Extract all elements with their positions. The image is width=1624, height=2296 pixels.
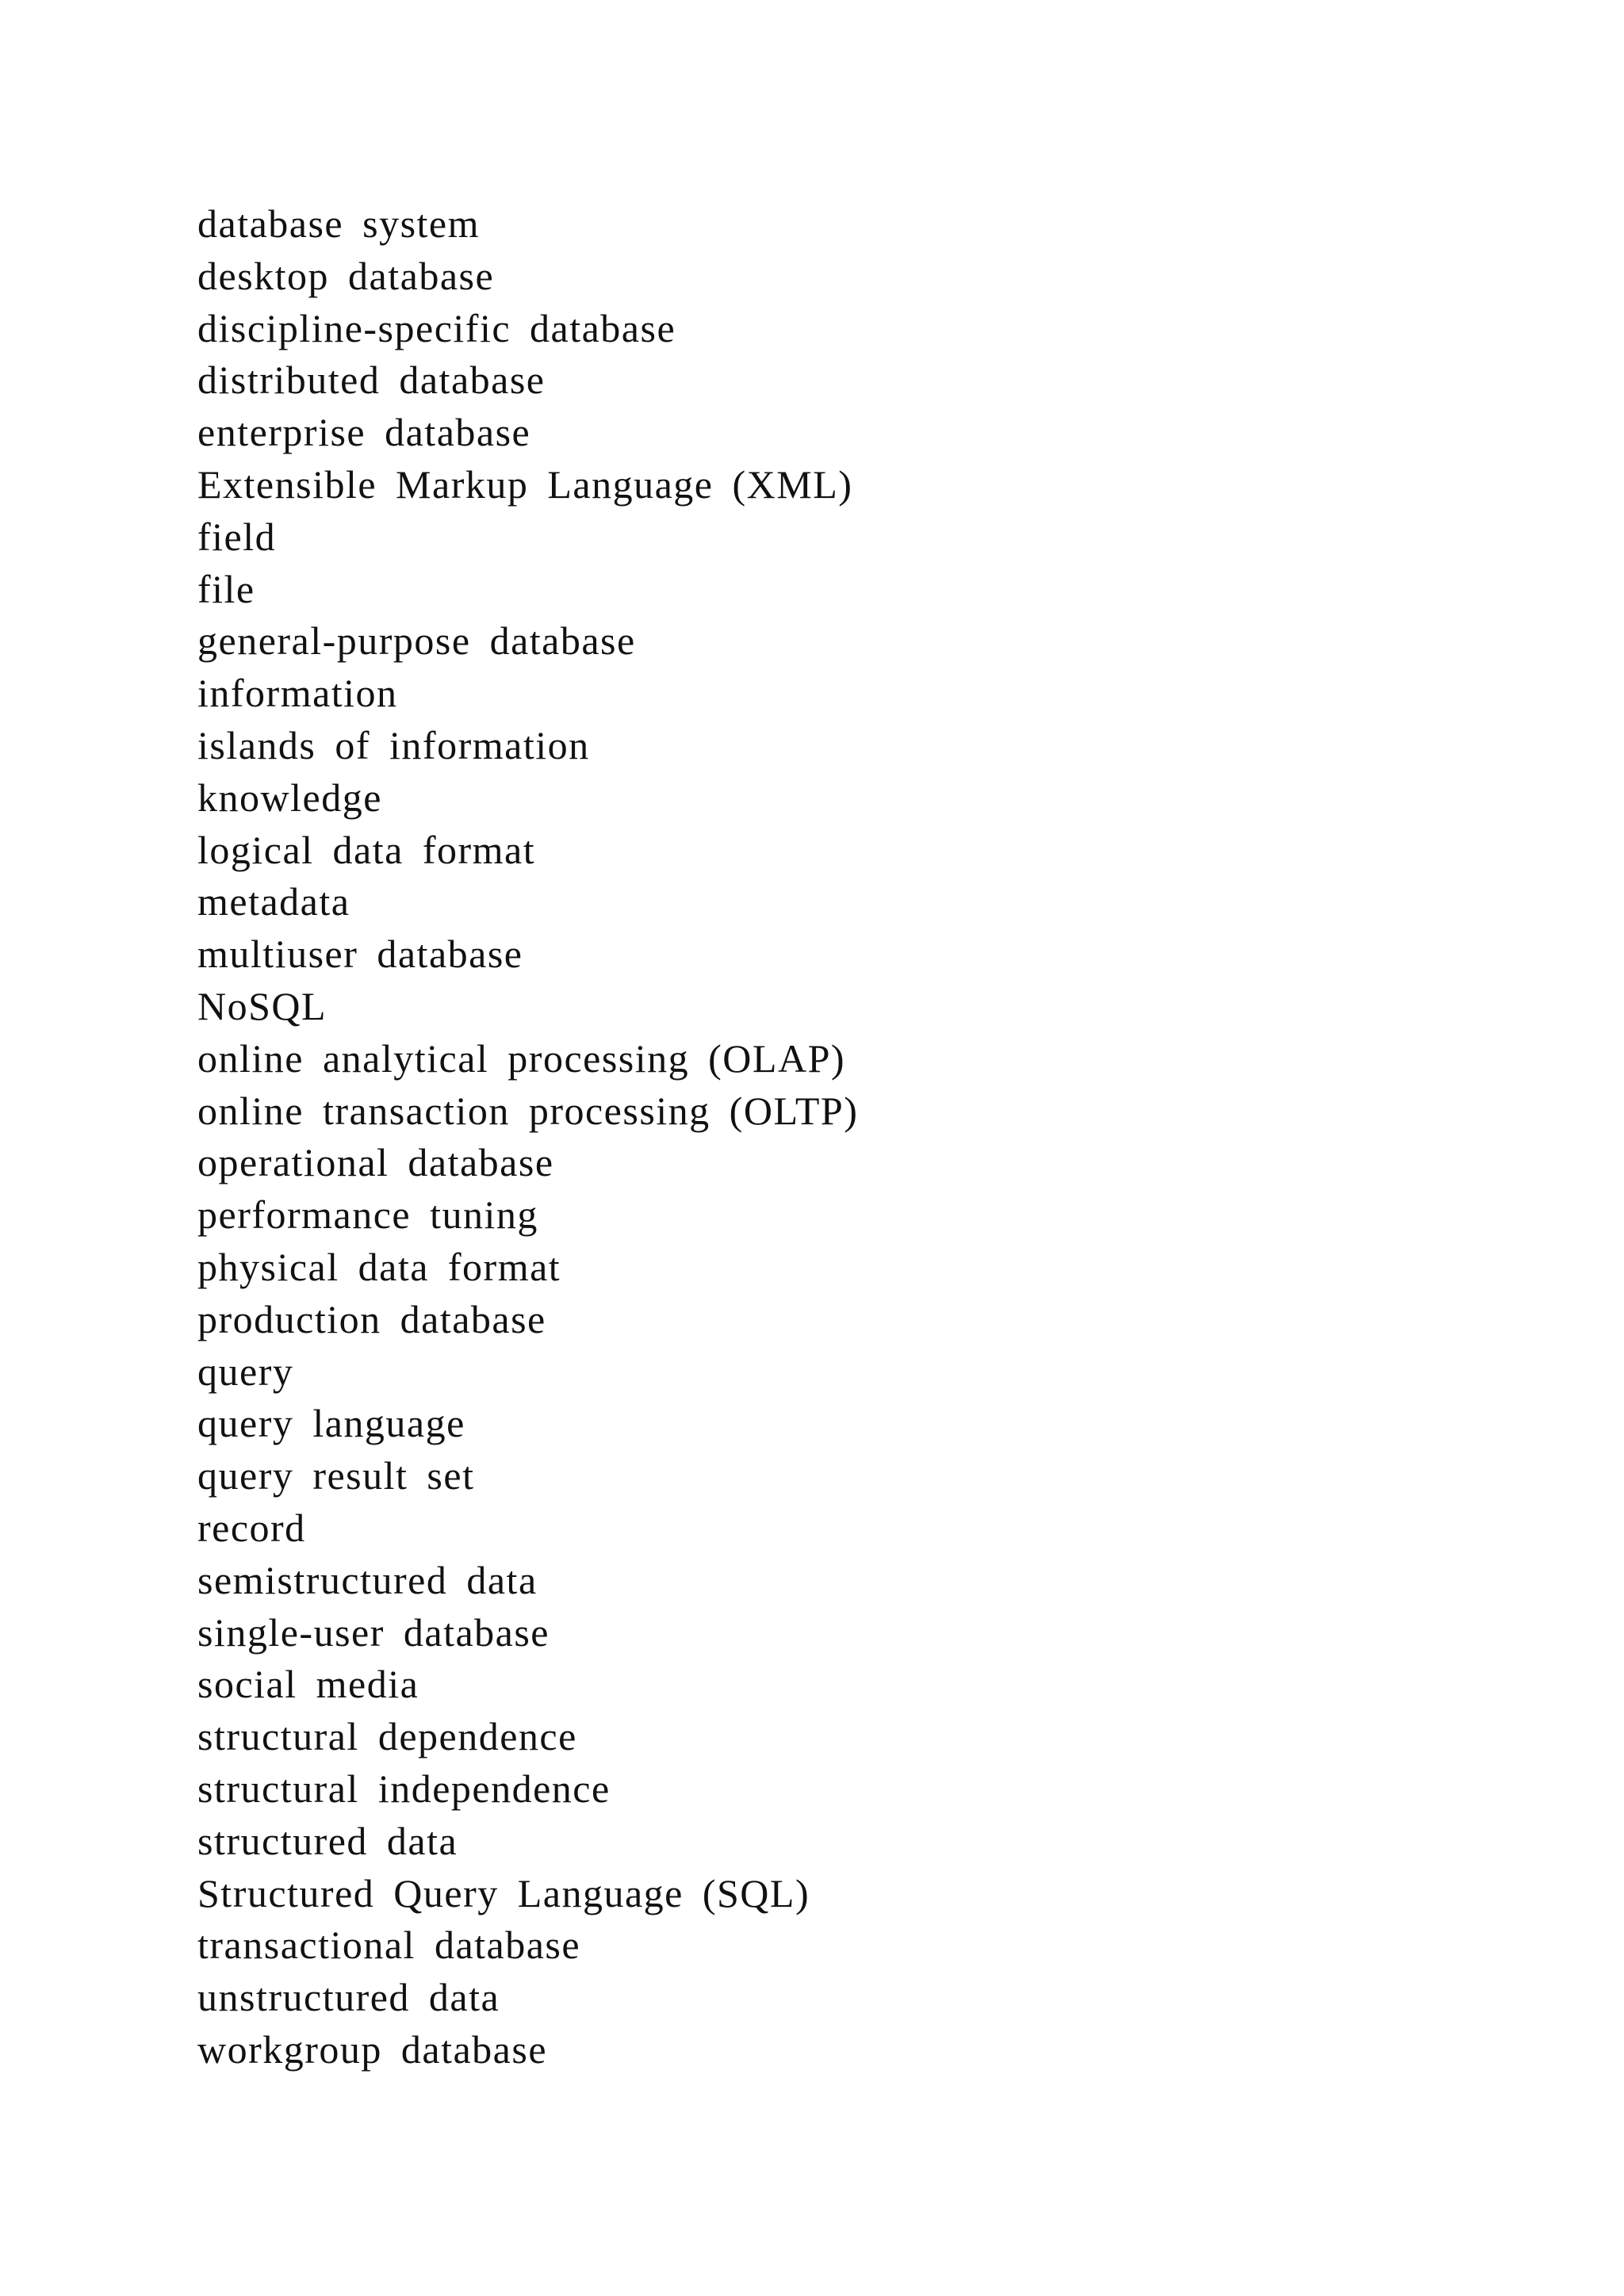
term-item: structural dependence (197, 1714, 577, 1759)
term-item: knowledge (197, 775, 382, 820)
term-item: distributed database (197, 358, 546, 403)
term-item: Extensible Markup Language (XML) (197, 461, 853, 507)
term-item: online transaction processing (OLTP) (197, 1088, 859, 1133)
term-item: record (197, 1505, 306, 1550)
term-item: NoSQL (197, 983, 327, 1028)
term-item: single-user database (197, 1609, 550, 1655)
term-item: semistructured data (197, 1557, 538, 1602)
term-item: database system (197, 201, 481, 246)
term-item: structural independence (197, 1766, 611, 1811)
term-item: general-purpose database (197, 618, 636, 664)
term-item: multiuser database (197, 932, 523, 977)
term-item: information (197, 671, 398, 716)
term-item: transactional database (197, 1923, 581, 1968)
term-item: logical data format (197, 827, 536, 872)
term-item: physical data format (197, 1244, 561, 1289)
term-item: file (197, 566, 255, 611)
term-list (197, 198, 858, 2076)
term-item: islands of information (197, 722, 590, 767)
term-item: workgroup database (197, 2026, 548, 2072)
term-item: unstructured data (197, 1975, 500, 2020)
term-item: social media (197, 1662, 419, 1707)
term-item: online analytical processing (OLAP) (197, 1035, 846, 1081)
term-item: desktop database (197, 253, 495, 298)
term-item: performance tuning (197, 1192, 538, 1238)
term-item: production database (197, 1296, 546, 1341)
term-item: operational database (197, 1140, 554, 1185)
term-item: discipline-specific database (197, 305, 676, 350)
term-item: query (197, 1349, 294, 1394)
term-item: metadata (197, 879, 350, 924)
term-item: enterprise database (197, 410, 531, 455)
term-item: Structured Query Language (SQL) (197, 1870, 810, 1915)
term-item: query result set (197, 1453, 475, 1498)
term-item: field (197, 514, 277, 559)
term-item: structured data (197, 1818, 458, 1863)
term-item: query language (197, 1401, 465, 1446)
